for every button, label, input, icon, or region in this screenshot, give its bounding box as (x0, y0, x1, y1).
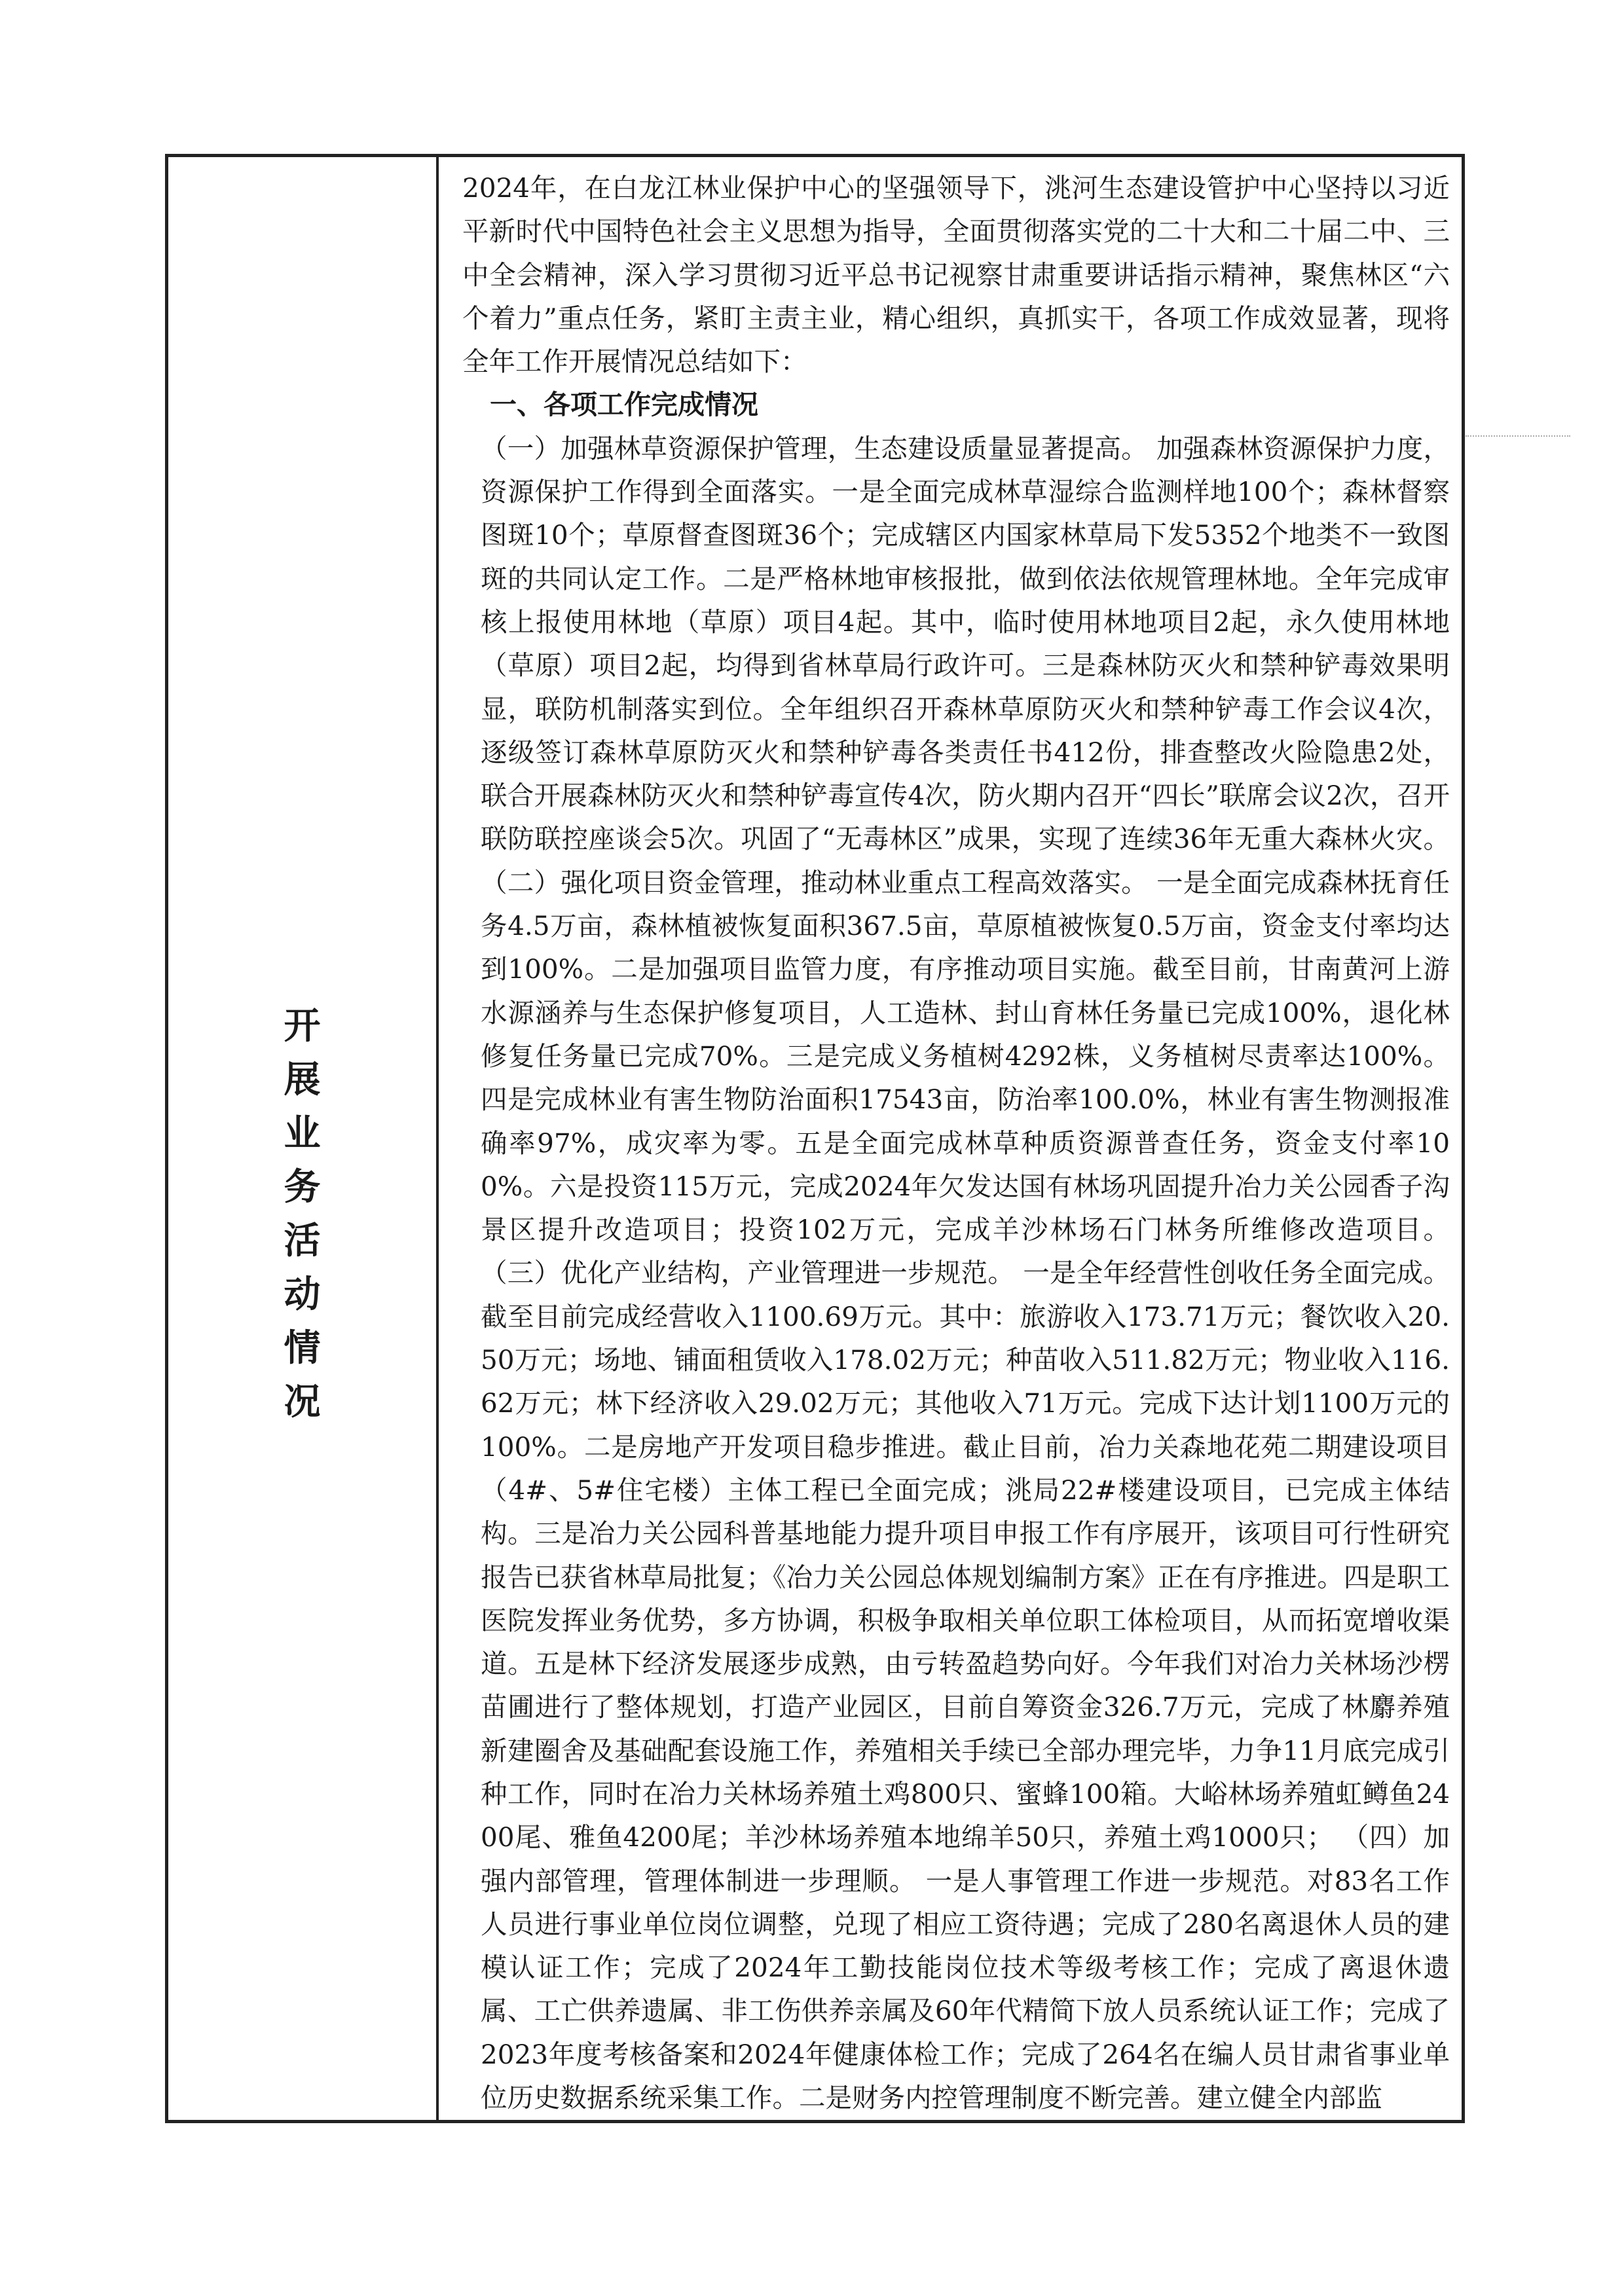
section-label (284, 999, 321, 1429)
section-heading: 一、各项工作完成情况 (490, 389, 758, 421)
label-char: 业 (284, 1112, 321, 1155)
label-char: 情 (284, 1326, 321, 1370)
body-paragraph: （一）加强林草资源保护管理，生态建设质量显著提高。 加强森林资源保护力度，资源保护工作得到全面落实。一是全面完成林草湿综合监测样地100个；森林督察图斑10个；草原督查图斑36个；完成辖区内国家林草局下发5352个地类不一致图斑的共同认定工作。二是严格林地审核报批，做到依法依规管理林地。全年完成审核上报使用林地（草原）项目4起。其中，临时使用林地项目2起，永久使用林地（草原）项目2起，均得到省林草局行政许可。三是森林防灭火和禁种铲毒效果明显，联防机制落实到位。全年组织召开森林草原防灭火和禁种铲毒工作会议4次，逐级签订森林草原防灭火和禁种铲毒各类责任书412份，排查整改火险隐患2处，联合开展森林防灭火和禁种铲毒宣传4次，防火期内召开“四长”联席会议2次，召开联防联控座谈会5次。巩固了“无毒林区”成果，实现了连续36年无重大森林火灾。 （二）强化项目资金管理，推动林业重点工程高效落实。 一是全面完成森林抚育任务4.5万亩，森林植被恢复面积367.5亩，草原植被恢复0.5万亩，资金支付率均达到100%。二是加强项目监管力度，有序推动项目实施。截至目前，甘南黄河上游水源涵养与生态保护修复项目，人工造林、封山育林任务量已完成100%，退化林修复任务量已完成70%。三是完成义务植树4292株，义务植树尽责率达100%。四是完成林业有害生物防治面积17543亩，防治率100.0%，林业有害生物测报准确率97%，成灾率为零。五是全面完成林草种质资源普查任务，资金支付率100%。六是投资115万元，完成2024年欠发达国有林场巩固提升冶力关公园香子沟景区提升改造项目；投资102万元，完成羊沙林场石门林务所维修改造项目。 （三）优化产业结构，产业管理进一步规范。 一是全年经营性创收任务全面完成。截至目前完成经营收入1100.69万元。其中：旅游收入173.71万元；餐饮收入20.50万元；场地、铺面租赁收入178.02万元；种苗收入511.82万元；物业收入116.62万元；林下经济收入29.02万元；其他收入71万元。完成下达计划1100万元的100%。二是房地产开发项目稳步推进。截止目前，冶力关森地花苑二期建设项目（4#、5#住宅楼）主体工程已全面完成；洮局22#楼建设项目，已完成主体结构。三是冶力关公园科普基地能力提升项目申报工作有序展开，该项目可行性研究报告已获省林草局批复；《冶力关公园总体规划编制方案》正在有序推进。四是职工医院发挥业务优势，多方协调，积极争取相关单位职工体检项目，从而拓宽增收渠道。五是林下经济发展逐步成熟，由亏转盈趋势向好。今年我们对冶力关林场沙楞苗圃进行了整体规划，打造产业园区，目前自筹资金326.7万元，完成了林麝养殖新建圈舍及基础配套设施工作，养殖相关手续已全部办理完毕，力争11月底完成引种工作，同时在冶力关林场养殖土鸡800只、蜜蜂100箱。大峪林场养殖虹鳟鱼2400尾、雅鱼4200尾；羊沙林场养殖本地绵羊50只，养殖土鸡1000只； （四）加强内部管理，管理体制进一步理顺。 一是人事管理工作进一步规范。对83名工作人员进行事业单位岗位调整，兑现了相应工资待遇；完成了280名离退休人员的建模认证工作；完成了2024年工勤技能岗位技术等级考核工作；完成了离退休遗属、工亡供养遗属、非工伤供养亲属及60年代精简下放人员系统认证工作；完成了2023年度考核备案和2024年健康体检工作；完成了264名在编人员甘肃省事业单位历史数据系统采集工作。二是财务内控管理制度不断完善。建立健全内部监 (481, 432, 1450, 2114)
activity-form-table (165, 154, 1465, 2123)
intro-paragraph: 2024年，在白龙江林业保护中心的坚强领导下，洮河生态建设管护中心坚持以习近平新时代中国特色社会主义思想为指导，全面贯彻落实党的二十大和二十届二中、三中全会精神，深入学习贯彻习近平总书记视察甘肃重要讲话指示精神，聚焦林区“六个着力”重点任务，紧盯主责主业，精心组织，真抓实干，各项工作成效显著，现将全年工作开展情况总结如下： (462, 172, 1450, 378)
content-cell (439, 157, 1462, 2120)
label-char: 务 (284, 1165, 321, 1209)
scan-artifact (1466, 435, 1570, 443)
label-char: 动 (284, 1273, 321, 1316)
label-char: 况 (284, 1380, 321, 1423)
label-char: 活 (284, 1219, 321, 1262)
section-label-cell (168, 157, 439, 2120)
label-char: 展 (284, 1058, 321, 1101)
label-char: 开 (284, 1004, 321, 1048)
